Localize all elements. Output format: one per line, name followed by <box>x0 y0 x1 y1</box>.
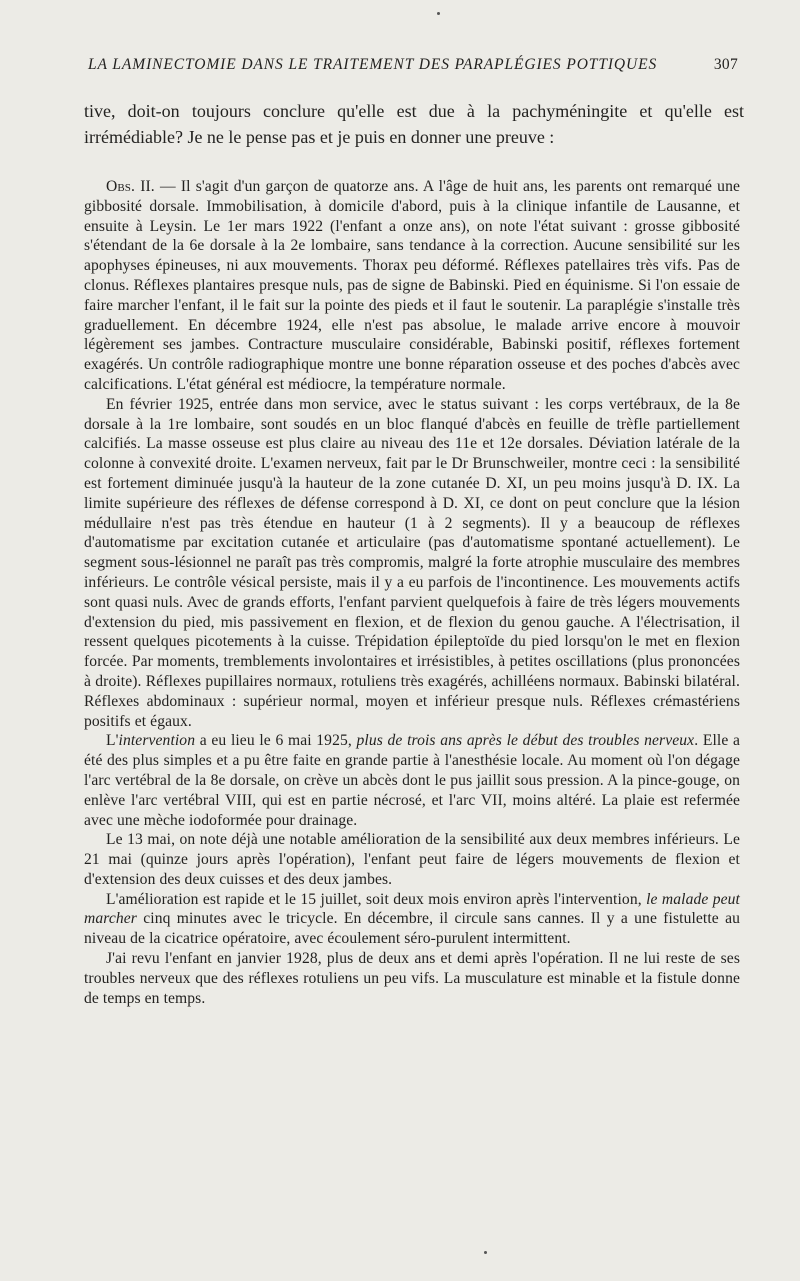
observation-paragraph-2: En février 1925, entrée dans mon service, avec le status suivant : les corps vertébraux, de la 8e dorsale à la 1re lombaire, sont soudés en un bloc flanqué d'abcès en feuille de trèfle partiellement calcifiés. La masse osseuse est plus claire au niveau des 11e et 12e dorsales. Déviation latérale de la colonne à convexité droite. L'examen nerveux, fait par le Dr Brunschweiler, montre ceci : la sensibilité est fortement diminuée jusqu'à la hauteur de la zone cutanée D. XI, un peu moins jusqu'à D. IX. La limite supérieure des réflexes de défense correspond à D. XI, ce dont on peut conclure que la lésion médullaire n'est pas très étendue en hauteur (1 à 2 segments). Il y a beaucoup de réflexes d'automatisme par excitation cutanée et articulaire (pas d'automatisme spontané actuellement). Le segment sous-lésionnel ne paraît pas très compromis, malgré la forte atrophie musculaire des membres inférieurs. Le contrôle vésical persiste, mais il y a eu parfois de l'incontinence. Les mouvements actifs sont quasi nuls. Avec de grands efforts, l'enfant parvient quelquefois à faire de très légers mouvements d'extension du pied, mis passivement en flexion, et de flexion du genou gauche. A l'électrisation, il ressent quelques picotements à la cuisse. Trépidation épileptoïde du pied lorsqu'on le met en flexion forcée. Par moments, tremblements involontaires et irrésistibles, à petites oscillations (plus prononcées à droite). Réflexes pupillaires normaux, rotuliens très exagérés, achilléens normaux. Babinski bilatéral. Réflexes abdominaux : supérieur normal, moyen et inférieur presque nuls. Réflexes crémastériens positifs et égaux. <box>84 395 740 730</box>
observation-paragraph-1 <box>84 177 740 395</box>
observation-paragraph-6: J'ai revu l'enfant en janvier 1928, plus de deux ans et demi après l'opération. Il ne lui reste de ses troubles nerveux que des réflexes rotuliens un peu vifs. La musculature est minable et la fistule donne de temps en temps. <box>84 950 740 1007</box>
italic-run: le malade peut marcher <box>84 890 740 928</box>
text-run: L' <box>106 732 119 750</box>
observation-paragraph-4: Le 13 mai, on note déjà une notable amélioration de la sensibilité aux deux membres inférieurs. Le 21 mai (quinze jours après l'opération), l'enfant peut faire de légers mouvements de flexion et d'extension des deux cuisses et des deux jambes. <box>84 831 740 888</box>
observation-paragraph-5 <box>84 890 740 949</box>
running-head <box>88 56 738 76</box>
lead-paragraph: tive, doit-on toujours conclure qu'elle est due à la pachyméningite et qu'elle est irrémédiable? Je ne le pense pas et je puis en donner une preuve : <box>84 101 744 147</box>
italic-run: intervention <box>118 732 196 750</box>
italic-run: plus de trois ans après le début des troubles nerveux <box>356 732 695 750</box>
ink-speck <box>484 1251 487 1254</box>
observation-paragraph-3 <box>84 731 740 830</box>
text-run: L'amélioration est rapide et le 15 juillet, soit deux mois environ après l'intervention, <box>106 890 647 908</box>
page-number: 307 <box>713 56 738 73</box>
observation-block <box>84 177 740 1008</box>
text-run: a eu lieu le 6 mai 1925, <box>195 732 357 750</box>
text-run: . Elle a été des plus simples et a pu être faite en grande partie à l'anesthésie locale. Au moment où l'on dégage l'arc vertébral de la 8e dorsale, on crève un abcès dont le pus jaillit sous pression. A la pince-gouge, on enlève l'arc vertébral VIII, qui est en partie nécrosé, et l'arc VII, moins altéré. La plaie est refermée avec une mèche iodoformée pour drainage. <box>84 732 740 829</box>
observation-label: Obs. II. <box>106 178 155 195</box>
observation-text-1: — Il s'agit d'un garçon de quatorze ans. A l'âge de huit ans, les parents ont remarqué une gibbosité dorsale. Immobilisation, à domicile d'abord, puis à la clinique infantile de Lausanne, et ensuite à Leysin. Le 1er mars 1922 (l'enfant a onze ans), on note l'état suivant : grosse gibbosité s'étendant de la 6e dorsale à la 2e lombaire, sans tendance à la correction. Aucune sensibilité sur les apophyses épineuses, ni aux mouvements. Thorax peu déformé. Réflexes patellaires très vifs. Pas de clonus. Réflexes plantaires presque nuls, pas de signe de Babinski. Pied en équinisme. Si l'on essaie de faire marcher l'enfant, il le fait sur la pointe des pieds et il faut le soutenir. La paraplégie s'installe très graduellement. En décembre 1924, elle n'est pas absolue, le malade arrive encore à mouvoir légèrement ses jambes. Contracture musculaire considérable, Babinski positif, réflexes fortement exagérés. Un contrôle radiographique montre une bonne réparation osseuse et des poches d'abcès avec calcifications. L'état général est médiocre, la température normale. <box>84 178 740 393</box>
ink-speck <box>437 12 440 15</box>
text-run: cinq minutes avec le tricycle. En décembre, il circule sans cannes. Il y a une fistulette au niveau de la cicatrice opératoire, avec écoulement séro-purulent intermittent. <box>84 910 740 948</box>
running-title: LA LAMINECTOMIE DANS LE TRAITEMENT DES PARAPLÉGIES POTTIQUES <box>88 56 658 73</box>
